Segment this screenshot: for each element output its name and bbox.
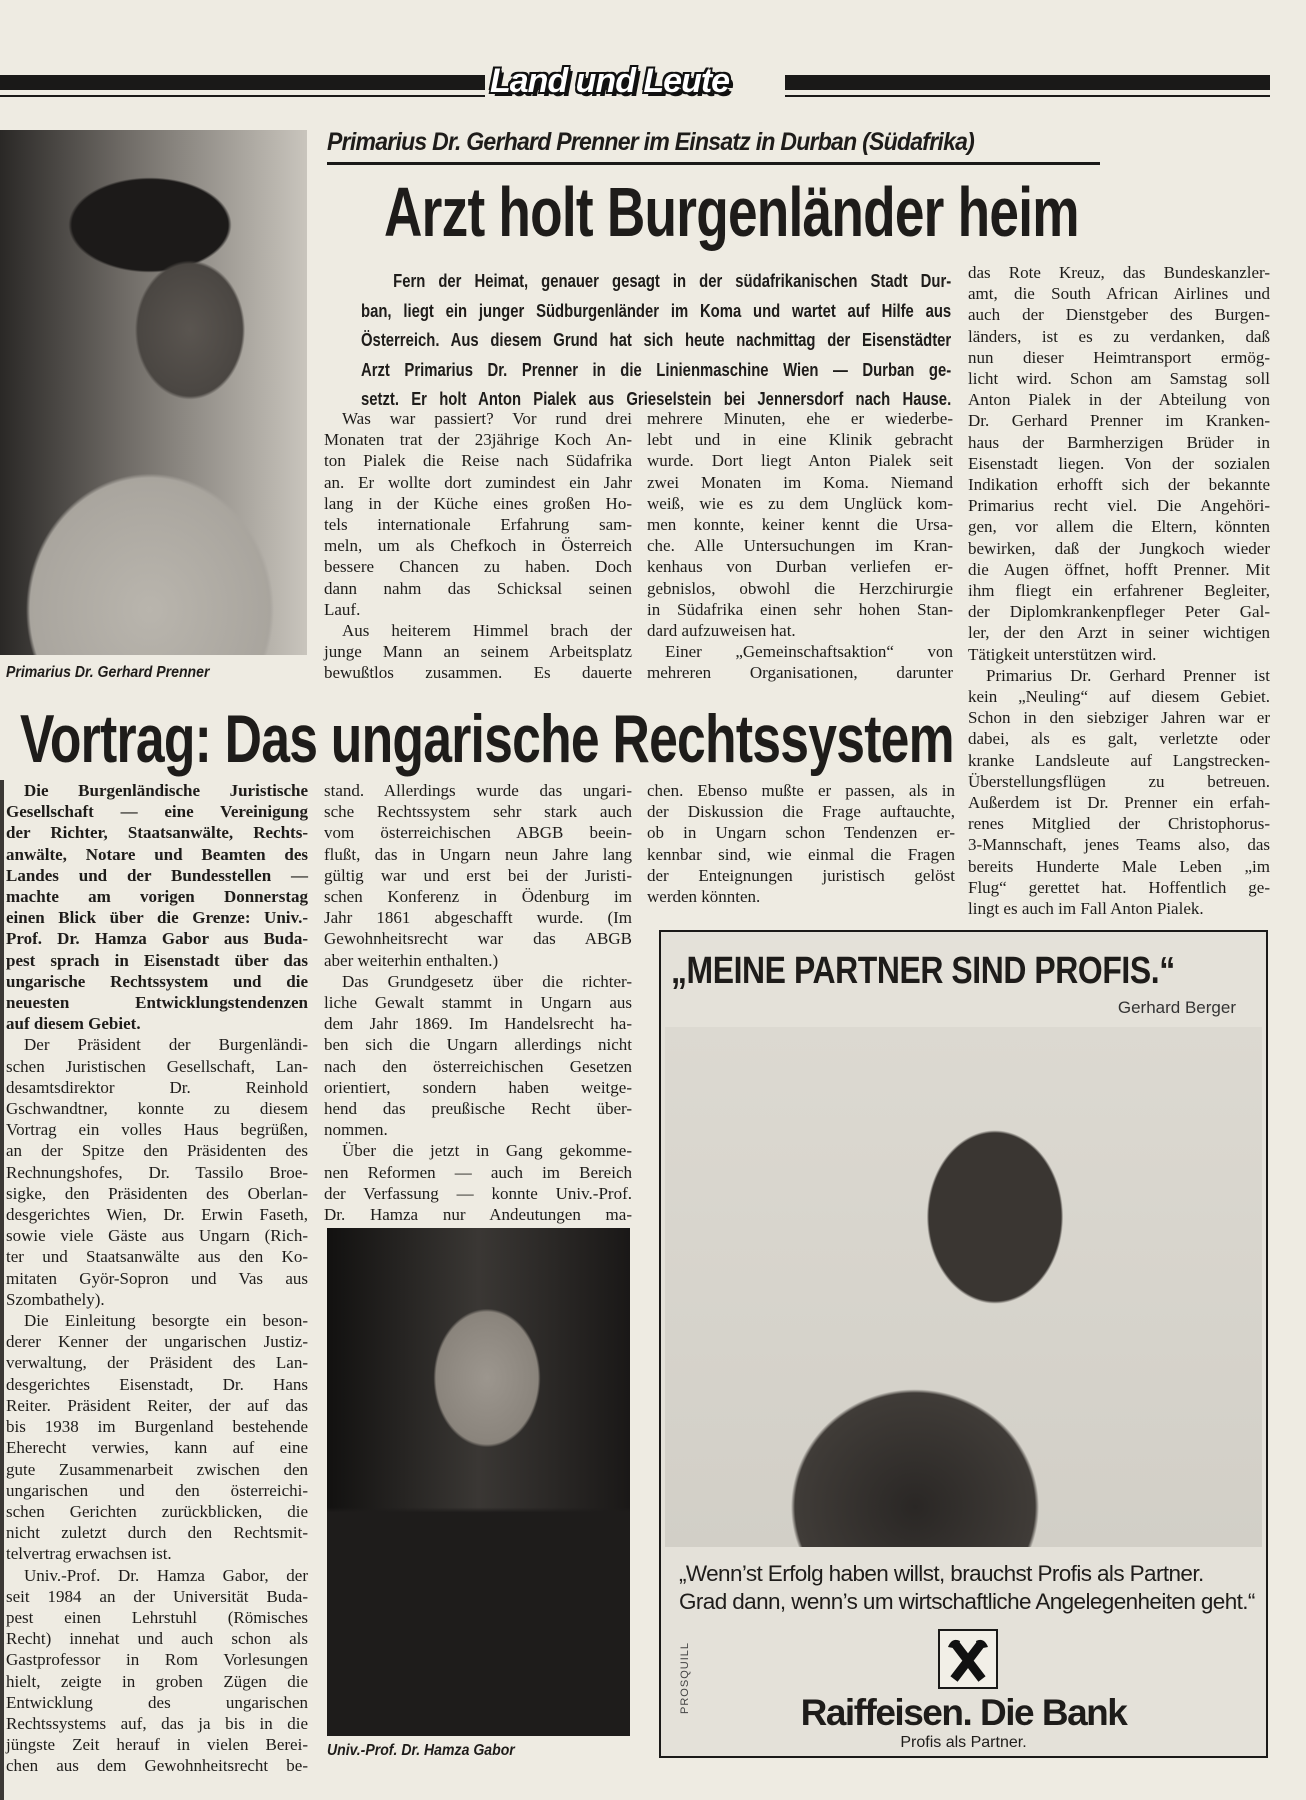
- text-line: der Enteignungen juristisch gelöst: [647, 865, 955, 885]
- text-line: Monaten trat der 23jährige Koch An-: [324, 430, 632, 450]
- raiffeisen-ad: [659, 930, 1268, 1758]
- text-line: ob in Ungarn schon Tendenzen er-: [647, 823, 955, 843]
- paragraph: [6, 780, 308, 1034]
- text-line: ton Pialek die Reise nach Südafrika: [324, 451, 632, 471]
- text-line: Lauf.: [324, 599, 361, 619]
- text-line: dann nahm das Schicksal seinen: [324, 578, 632, 598]
- text-line: Jahr 1861 abgeschafft wurde. (Im: [324, 908, 632, 928]
- text-line: schen Konferenz in Ödenburg im: [324, 887, 632, 907]
- ad-photo-driver: [665, 1027, 1262, 1547]
- section-title: Land und Leute: [490, 62, 730, 100]
- lead-line: Fern der Heimat, genauer gesagt in der südafrikanischen Stadt Dur-: [393, 270, 952, 291]
- text-line: Indikation erhofft sich der bekannte: [968, 475, 1270, 495]
- text-line: länders, ist es zu verdanken, daß: [968, 326, 1270, 346]
- section-rule-right-thin: [785, 95, 1270, 97]
- text-line: mitaten Györ-Sopron und Vas aus: [6, 1268, 308, 1288]
- text-line: Eisenstadt liegen. Von der sozialen: [968, 453, 1270, 473]
- raiffeisen-crossed-gables-icon: [938, 1629, 998, 1689]
- article1-column-2: [647, 408, 953, 684]
- text-line: gebnislos, obwohl die Herzchirurgie: [647, 578, 953, 598]
- text-line: nun dieser Heimtransport ermög-: [968, 347, 1270, 367]
- text-line: gen, vor allem die Eltern, könnten: [968, 517, 1270, 537]
- text-line: stand. Allerdings wurde das ungari-: [324, 781, 632, 800]
- text-line: desamtsdirektor Dr. Reinhold: [6, 1077, 308, 1097]
- text-line: kenhaus von Durban verliefen er-: [647, 557, 953, 577]
- text-line: kranke Landsleute auf Langstrecken-: [968, 750, 1270, 770]
- section-rule-left: [0, 75, 485, 90]
- kicker-underline: [327, 162, 1100, 165]
- ad-quote: [679, 1560, 1255, 1616]
- lead-line: ban, liegt ein junger Südburgenländer im Koma und wartet auf Hilfe aus: [361, 299, 952, 321]
- text-line: haus der Barmherzigen Brüder in: [968, 432, 1270, 452]
- text-line: auf diesem Gebiet.: [6, 1014, 141, 1034]
- text-line: chen aus dem Gewohnheitsrecht be-: [6, 1756, 308, 1776]
- text-line: ben sich die Ungarn allerdings nicht: [324, 1035, 632, 1055]
- text-line: verwaltung, der Präsident des Lan-: [6, 1353, 308, 1373]
- text-line: an. Er wollte dort zumindest ein Jahr: [324, 472, 632, 492]
- text-line: nen Reformen — auch im Bereich: [324, 1162, 632, 1182]
- article-lead: [361, 266, 951, 414]
- text-line: Eherecht verwies, kann auf eine: [6, 1438, 308, 1458]
- text-line: licht wird. Schon am Samstag soll: [968, 369, 1270, 389]
- text-line: Was war passiert? Vor rund drei: [342, 409, 632, 428]
- text-line: Gesellschaft — eine Vereinigung: [6, 802, 308, 822]
- paragraph: [6, 1034, 308, 1310]
- text-line: schen Juristischen Gesellschaft, Lan-: [6, 1056, 308, 1076]
- text-line: Anton Pialek in der Abteilung von: [968, 390, 1270, 410]
- text-line: dabei, als es galt, verletzte oder: [968, 729, 1270, 749]
- text-line: zwei Monaten im Koma. Niemand: [647, 472, 953, 492]
- text-line: dard aufzuweisen hat.: [647, 621, 796, 641]
- text-line: das Rote Kreuz, das Bundeskanzler-: [968, 263, 1270, 282]
- text-line: dem Jahr 1869. Im Handelsrecht ha-: [324, 1014, 632, 1034]
- text-line: flußt, das in Ungarn neun Jahre lang: [324, 844, 632, 864]
- text-line: derer Kenner der ungarischen Justiz-: [6, 1332, 308, 1352]
- article2-column-1: [6, 780, 308, 1777]
- text-line: der Verfassung — konnte Univ.-Prof.: [324, 1183, 632, 1203]
- text-line: bewußtlos zusammen. Es dauerte: [324, 663, 632, 683]
- section-rule-left-thin: [0, 95, 485, 97]
- article2-column-2: [324, 780, 632, 1225]
- paragraph: [968, 262, 1270, 665]
- text-line: Primarius recht viel. Die Angehöri-: [968, 496, 1270, 516]
- text-line: anwälte, Notare und Beamten des: [6, 844, 308, 864]
- photo-prenner: [0, 130, 307, 655]
- lead-line: setzt. Er holt Anton Pialek aus Grieselstein bei Jennersdorf nach Hause.: [361, 388, 952, 409]
- article2-headline: Vortrag: Das ungarische Rechtssystem: [20, 701, 954, 777]
- text-line: Gschwandtner, konnte zu diesem: [6, 1099, 308, 1119]
- text-line: lang in der Küche eines großen Ho-: [324, 493, 632, 513]
- paragraph: [968, 665, 1270, 919]
- text-line: nicht zuletzt durch den Rechtsmit-: [6, 1523, 308, 1543]
- paragraph: [647, 641, 953, 683]
- text-line: Primarius Dr. Gerhard Prenner ist: [986, 665, 1270, 685]
- text-line: bis 1938 im Burgenland bestehende: [6, 1417, 308, 1437]
- text-line: gültig war und erst bei der Juristi-: [324, 865, 632, 885]
- text-line: hend das preußische Recht über-: [324, 1099, 632, 1119]
- text-line: Außerdem ist Dr. Prenner ein erfah-: [968, 793, 1270, 813]
- text-line: Landes und der Bundesstellen —: [6, 865, 308, 885]
- text-line: Szombathely).: [6, 1289, 105, 1309]
- text-line: gute Zusammenarbeit zwischen den: [6, 1459, 308, 1479]
- text-line: 3-Mannschaft, jenes Teams also, das: [968, 835, 1270, 855]
- ad-credit: PROSQUILL: [678, 1642, 691, 1714]
- photo-caption-prenner: Primarius Dr. Gerhard Prenner: [6, 664, 210, 681]
- text-line: renes Mitglied der Christophorus-: [968, 814, 1270, 834]
- paragraph: [324, 780, 632, 971]
- text-line: ler, der den Arzt in seiner wichtigen: [968, 623, 1270, 643]
- text-line: werden könnten.: [647, 887, 761, 907]
- text-line: Die Burgenländische Juristische: [24, 781, 308, 800]
- text-line: Reiter. Präsident Reiter, der auf das: [6, 1395, 308, 1415]
- text-line: auch der Dienstgeber des Burgen-: [968, 305, 1270, 325]
- page-binding-edge: [0, 780, 4, 1800]
- text-line: pest einen Lehrstuhl (Römisches: [6, 1607, 308, 1627]
- text-line: desgerichtes Eisenstadt, Dr. Hans: [6, 1374, 308, 1394]
- text-line: schen Gerichten zurückblicken, die: [6, 1501, 308, 1521]
- text-line: che. Alle Untersuchungen im Kran-: [647, 536, 953, 556]
- paragraph: [324, 408, 632, 620]
- text-line: bereits Hunderte Male Leben „im: [968, 856, 1270, 876]
- text-line: meln, um als Chefkoch in Österreich: [324, 536, 632, 556]
- lead-line: Arzt Primarius Dr. Prenner in die Linienmaschine Wien — Durban ge-: [361, 358, 952, 380]
- text-line: mehreren Organisationen, darunter: [647, 663, 953, 683]
- text-line: ter und Staatsanwälte aus den Ko-: [6, 1247, 308, 1267]
- article-kicker: Primarius Dr. Gerhard Prenner im Einsatz in Durban (Südafrika): [327, 128, 975, 156]
- text-line: ungarische Rechtssystem und die: [6, 971, 308, 991]
- article2-column-3: [647, 780, 955, 907]
- text-line: bessere Chancen zu haben. Doch: [324, 557, 632, 577]
- text-line: sche Rechtssystem sehr stark auch: [324, 802, 632, 822]
- text-line: jüngste Zeit herauf in vielen Berei-: [6, 1735, 308, 1755]
- text-line: neuesten Entwicklungstendenzen: [6, 993, 308, 1013]
- text-line: Rechnungshofes, Dr. Tassilo Broe-: [6, 1162, 308, 1182]
- text-line: lebt und in eine Klinik gebracht: [647, 430, 953, 450]
- text-line: weiß, wie es zu dem Unglück kom-: [647, 493, 953, 513]
- text-line: Das Grundgesetz über die richter-: [342, 971, 632, 991]
- text-line: die Augen öffnet, hofft Prenner. Mit: [968, 559, 1270, 579]
- text-line: junge Mann an seinem Arbeitsplatz: [324, 642, 632, 662]
- text-line: Dr. Gerhard Prenner im Kranken-: [968, 411, 1270, 431]
- text-line: tels internationale Erfahrung sam-: [324, 515, 632, 535]
- text-line: mehrere Minuten, ehe er wiederbe-: [647, 409, 953, 428]
- text-line: orientiert, sondern haben weitge-: [324, 1077, 632, 1097]
- photo-gabor: [327, 1228, 630, 1736]
- photo-caption-gabor: Univ.-Prof. Dr. Hamza Gabor: [327, 1742, 515, 1759]
- paragraph: [324, 620, 632, 684]
- text-line: ihm fliegt ein erfahrener Begleiter,: [968, 581, 1270, 601]
- ad-quote-line: „Wenn’st Erfolg haben willst, brauchst Profis als Partner.: [679, 1561, 1204, 1586]
- text-line: liche Gewalt stammt in Ungarn aus: [324, 993, 632, 1013]
- text-line: nach den österreichischen Gesetzen: [324, 1056, 632, 1076]
- text-line: pest sprach in Eisenstadt über das: [6, 950, 308, 970]
- text-line: Der Präsident der Burgenländi-: [24, 1035, 308, 1055]
- ad-brand: Raiffeisen. Die Bank: [800, 1692, 1127, 1733]
- text-line: wurde. Dort liegt Anton Pialek seit: [647, 451, 953, 471]
- ad-quote-line: Grad dann, wenn’s um wirtschaftliche Angelegenheiten geht.“: [679, 1589, 1255, 1614]
- text-line: ungarischen und den österreichi-: [6, 1480, 308, 1500]
- text-line: lingt es auch im Fall Anton Pialek.: [968, 899, 1204, 919]
- section-rule-right: [785, 75, 1270, 90]
- text-line: Aus heiterem Himmel brach der: [342, 621, 632, 641]
- text-line: in Südafrika einen sehr hohen Stan-: [647, 599, 953, 619]
- text-line: Rechtssystems auf, das ja bis in die: [6, 1713, 308, 1733]
- text-line: Flug“ gerettet hat. Hoffentlich ge-: [968, 877, 1270, 897]
- text-line: sowie viele Gäste aus Ungarn (Rich-: [6, 1226, 308, 1246]
- text-line: Recht) innehat und auch schon als: [6, 1629, 308, 1649]
- paragraph: [6, 1565, 308, 1777]
- ad-signature: Gerhard Berger: [1117, 998, 1236, 1017]
- text-line: Tätigkeit unterstützen wird.: [968, 644, 1157, 664]
- text-line: aber weiterhin enthalten.): [324, 950, 499, 970]
- text-line: an der Spitze den Präsidenten des: [6, 1141, 308, 1161]
- text-line: Über die jetzt in Gang gekomme-: [342, 1141, 632, 1161]
- article1-column-3: [968, 262, 1270, 919]
- text-line: Überstellungsflügen zu betreuen.: [968, 771, 1270, 791]
- text-line: nommen.: [324, 1120, 388, 1140]
- text-line: Schon in den siebziger Jahren war er: [968, 708, 1270, 728]
- text-line: Dr. Hamza nur Andeutungen ma-: [324, 1205, 632, 1225]
- text-line: Univ.-Prof. Dr. Hamza Gabor, der: [24, 1565, 308, 1585]
- text-line: sigke, den Präsidenten des Oberlan-: [6, 1183, 308, 1203]
- text-line: Gewohnheitsrecht war das ABGB: [324, 929, 632, 949]
- text-line: desgerichtes Wien, Dr. Erwin Faseth,: [6, 1205, 308, 1225]
- article1-column-1: [324, 408, 632, 684]
- paragraph: [647, 408, 953, 641]
- text-line: men konnte, keiner kennt die Ursa-: [647, 515, 953, 535]
- text-line: Einer „Gemeinschaftsaktion“ von: [665, 642, 953, 662]
- paragraph: [6, 1310, 308, 1564]
- article-headline: Arzt holt Burgenländer heim: [384, 173, 1079, 251]
- ad-tagline: Profis als Partner.: [900, 1734, 1027, 1751]
- text-line: Prof. Dr. Hamza Gabor aus Buda-: [6, 929, 308, 949]
- text-line: kennbar sind, wie einmal die Fragen: [647, 844, 955, 864]
- text-line: der Diskussion die Frage auftauchte,: [647, 802, 955, 822]
- text-line: chen. Ebenso mußte er passen, als in: [647, 781, 955, 800]
- paragraph: [324, 1140, 632, 1225]
- text-line: telvertrag erwachsen ist.: [6, 1544, 172, 1564]
- text-line: machte am vorigen Donnerstag: [6, 887, 308, 907]
- text-line: hielt, zeigte in groben Zügen die: [6, 1671, 308, 1691]
- text-line: Entwicklung des ungarischen: [6, 1692, 308, 1712]
- text-line: Gastprofessor in Rom Vorlesungen: [6, 1650, 308, 1670]
- text-line: der Richter, Staatsanwälte, Rechts-: [6, 823, 308, 843]
- text-line: einen Blick über die Grenze: Univ.-: [6, 908, 308, 928]
- text-line: Vortrag ein volles Haus begrüßen,: [6, 1120, 308, 1140]
- text-line: vom österreichischen ABGB beein-: [324, 823, 632, 843]
- text-line: der Diplomkrankenpfleger Peter Gal-: [968, 602, 1270, 622]
- text-line: Die Einleitung besorgte ein beson-: [24, 1311, 308, 1331]
- paragraph: [324, 971, 632, 1141]
- paragraph: [647, 780, 955, 907]
- ad-headline: „MEINE PARTNER SIND PROFIS.“: [671, 950, 1175, 992]
- lead-line: Österreich. Aus diesem Grund hat sich heute nachmittag der Eisenstädter: [361, 329, 952, 350]
- text-line: amt, die South African Airlines und: [968, 284, 1270, 304]
- text-line: seit 1984 an der Universität Buda-: [6, 1586, 308, 1606]
- text-line: bewirken, daß der Jungkoch wieder: [968, 538, 1270, 558]
- text-line: kein „Neuling“ auf diesem Gebiet.: [968, 687, 1270, 707]
